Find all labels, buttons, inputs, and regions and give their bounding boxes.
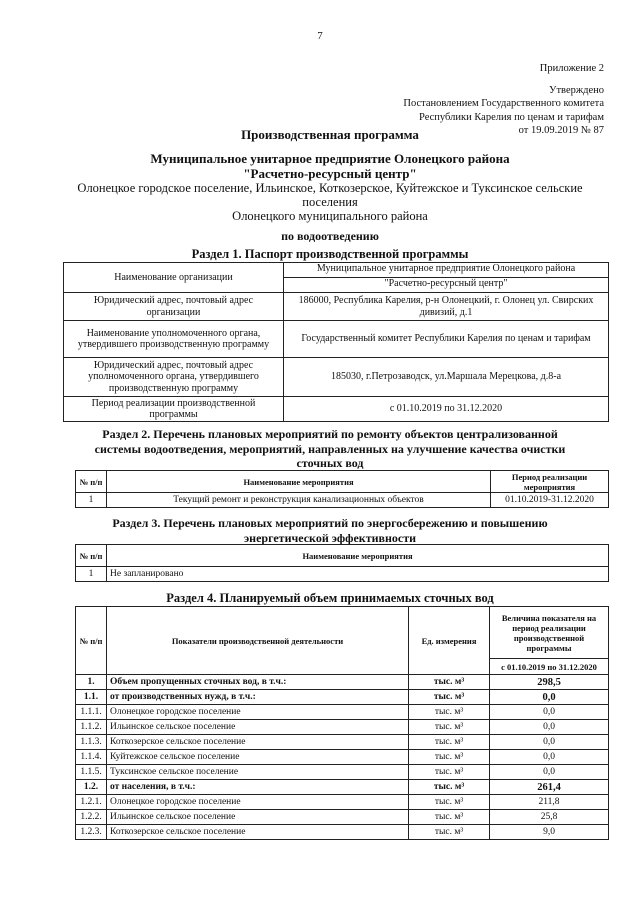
cell-unit: тыс. м³ [409, 735, 490, 750]
program-title: Производственная программа [241, 127, 419, 142]
cell-value: 9,0 [490, 825, 609, 840]
table-row [76, 750, 609, 765]
col-header-value: Величина показателя на период реализации производственной программы [490, 607, 609, 659]
approval-line-2: Республики Карелия по ценам и тарифам [419, 111, 604, 123]
cell-unit: тыс. м³ [409, 675, 490, 690]
col-header-unit: Ед. измерения [409, 607, 490, 675]
cell-num: 1.2. [76, 780, 107, 795]
cell-value: 0,0 [490, 705, 609, 720]
cell-label: Юридический адрес, почтовый адрес уполномоченного органа, утвердившего производственную программу [64, 358, 284, 397]
cell-num: 1.1.4. [76, 750, 107, 765]
cell-value: "Расчетно-ресурсный центр" [384, 278, 508, 289]
cell-num: 1.1.5. [76, 765, 107, 780]
cell-num: 1.2.1. [76, 795, 107, 810]
table-row [76, 705, 609, 720]
page-number: 7 [317, 30, 323, 42]
col-header-period: Период реализации мероприятия [491, 471, 609, 493]
cell-value: 261,4 [490, 780, 609, 795]
section2-table [75, 470, 609, 508]
cell-indicator: от населения, в т.ч.: [107, 780, 409, 795]
cell-value: 0,0 [490, 735, 609, 750]
cell-label: Наименование уполномоченного органа, утвердившего производственную программу [64, 321, 284, 358]
cell-value: 0,0 [490, 720, 609, 735]
cell-indicator: Туксинское сельское поселение [107, 765, 409, 780]
org-name-line-2: "Расчетно-ресурсный центр" [243, 166, 417, 181]
cell-num: 1 [76, 567, 107, 582]
table-row [64, 293, 609, 321]
section4-table-body [76, 675, 609, 840]
area-line-3: Олонецкого муниципального района [232, 209, 428, 223]
table-header-row [76, 607, 609, 659]
table-row [64, 263, 609, 293]
cell-indicator: Ильинское сельское поселение [107, 720, 409, 735]
area-line-2: поселения [302, 195, 358, 209]
cell-unit: тыс. м³ [409, 690, 490, 705]
col-header-num: № п/п [76, 545, 107, 567]
table-row [76, 765, 609, 780]
cell-num: 1.1. [76, 690, 107, 705]
table-header-row [76, 545, 609, 567]
table-row [76, 720, 609, 735]
cell-value: 211,8 [490, 795, 609, 810]
cell-value: 0,0 [490, 765, 609, 780]
section3-table [75, 544, 609, 582]
section1-heading: Раздел 1. Паспорт производственной программы [191, 247, 469, 261]
cell-value: 185030, г.Петрозаводск, ул.Маршала Мерецкова, д.8-а [284, 358, 609, 397]
section2-heading-line-3: сточных вод [296, 456, 364, 470]
cell-value: с 01.10.2019 по 31.12.2020 [284, 397, 609, 422]
cell-name: Текущий ремонт и реконструкция канализационных объектов [107, 493, 491, 508]
cell-indicator: Олонецкое городское поселение [107, 705, 409, 720]
cell-period: 01.10.2019-31.12.2020 [491, 493, 609, 508]
table-row [76, 493, 609, 508]
cell-label: Наименование организации [64, 263, 284, 293]
cell-value: 0,0 [490, 750, 609, 765]
table-row [64, 358, 609, 397]
cell-num: 1.2.2. [76, 810, 107, 825]
cell-name: Не запланировано [107, 567, 609, 582]
cell-value: 186000, Республика Карелия, р-н Олонецкий, г. Олонец ул. Свирских дивизий, д.1 [284, 293, 609, 321]
table-row [76, 780, 609, 795]
appendix-label: Приложение 2 [539, 63, 604, 74]
table-row [76, 675, 609, 690]
approval-block [403, 62, 604, 137]
cell-value: 0,0 [490, 690, 609, 705]
table-row [76, 567, 609, 582]
cell-unit: тыс. м³ [409, 780, 490, 795]
approval-line-3: от 19.09.2019 № 87 [518, 124, 604, 136]
col-header-name: Наименование мероприятия [107, 471, 491, 493]
approval-line-1: Постановлением Государственного комитета [403, 98, 604, 110]
subject-line: по водоотведению [281, 229, 379, 243]
approved-label: Утверждено [549, 85, 604, 97]
col-header-num: № п/п [76, 607, 107, 675]
col-header-name: Наименование мероприятия [107, 545, 609, 567]
section3-heading-line-2: энергетической эффективности [243, 531, 417, 545]
section4-heading: Раздел 4. Планируемый объем принимаемых сточных вод [166, 591, 494, 605]
cell-indicator: Олонецкое городское поселение [107, 795, 409, 810]
cell-unit: тыс. м³ [409, 825, 490, 840]
cell-indicator: Коткозерское сельское поселение [107, 735, 409, 750]
cell-indicator: от производственных нужд, в т.ч.: [107, 690, 409, 705]
cell-value: Государственный комитет Республики Карелия по ценам и тарифам [284, 321, 609, 358]
cell-indicator: Объем пропущенных сточных вод, в т.ч.: [107, 675, 409, 690]
org-name-line-1: Муниципальное унитарное предприятие Олонецкого района [150, 151, 510, 166]
section4-table [75, 606, 609, 840]
cell-value: 298,5 [490, 675, 609, 690]
cell-unit: тыс. м³ [409, 810, 490, 825]
col-header-num: № п/п [76, 471, 107, 493]
cell-indicator: Куйтежское сельское поселение [107, 750, 409, 765]
cell-value: 25,8 [490, 810, 609, 825]
table-row [76, 690, 609, 705]
cell-unit: тыс. м³ [409, 705, 490, 720]
section2-heading-line-2: системы водоотведения, мероприятий, направленных на улучшение качества очистки [94, 442, 566, 456]
cell-unit: тыс. м³ [409, 750, 490, 765]
table-row [76, 735, 609, 750]
cell-num: 1.1.1. [76, 705, 107, 720]
col-header-period: с 01.10.2019 по 31.12.2020 [490, 659, 609, 675]
table-row [64, 321, 609, 358]
table-header-row [76, 471, 609, 493]
cell-indicator: Ильинское сельское поселение [107, 810, 409, 825]
cell-num: 1.2.3. [76, 825, 107, 840]
cell-num: 1 [76, 493, 107, 508]
table-row [76, 795, 609, 810]
section3-heading-line-1: Раздел 3. Перечень плановых мероприятий по энергосбережению и повышению [112, 516, 548, 530]
cell-label: Юридический адрес, почтовый адрес организации [64, 293, 284, 321]
table-row [76, 810, 609, 825]
cell-unit: тыс. м³ [409, 795, 490, 810]
section1-passport-table [63, 262, 609, 422]
cell-label: Период реализации производственной программы [64, 397, 284, 422]
table-row [64, 397, 609, 422]
cell-num: 1.1.2. [76, 720, 107, 735]
cell-unit: тыс. м³ [409, 765, 490, 780]
cell-indicator: Коткозерское сельское поселение [107, 825, 409, 840]
area-line-1: Олонецкое городское поселение, Ильинское, Коткозерское, Куйтежское и Туксинское сельские [77, 181, 583, 195]
section2-heading-line-1: Раздел 2. Перечень плановых мероприятий по ремонту объектов централизованной [102, 427, 558, 441]
col-header-indicator: Показатели производственной деятельности [107, 607, 409, 675]
cell-value: Муниципальное унитарное предприятие Олонецкого района [284, 263, 608, 278]
cell-unit: тыс. м³ [409, 720, 490, 735]
table-row [76, 825, 609, 840]
cell-num: 1.1.3. [76, 735, 107, 750]
cell-num: 1. [76, 675, 107, 690]
